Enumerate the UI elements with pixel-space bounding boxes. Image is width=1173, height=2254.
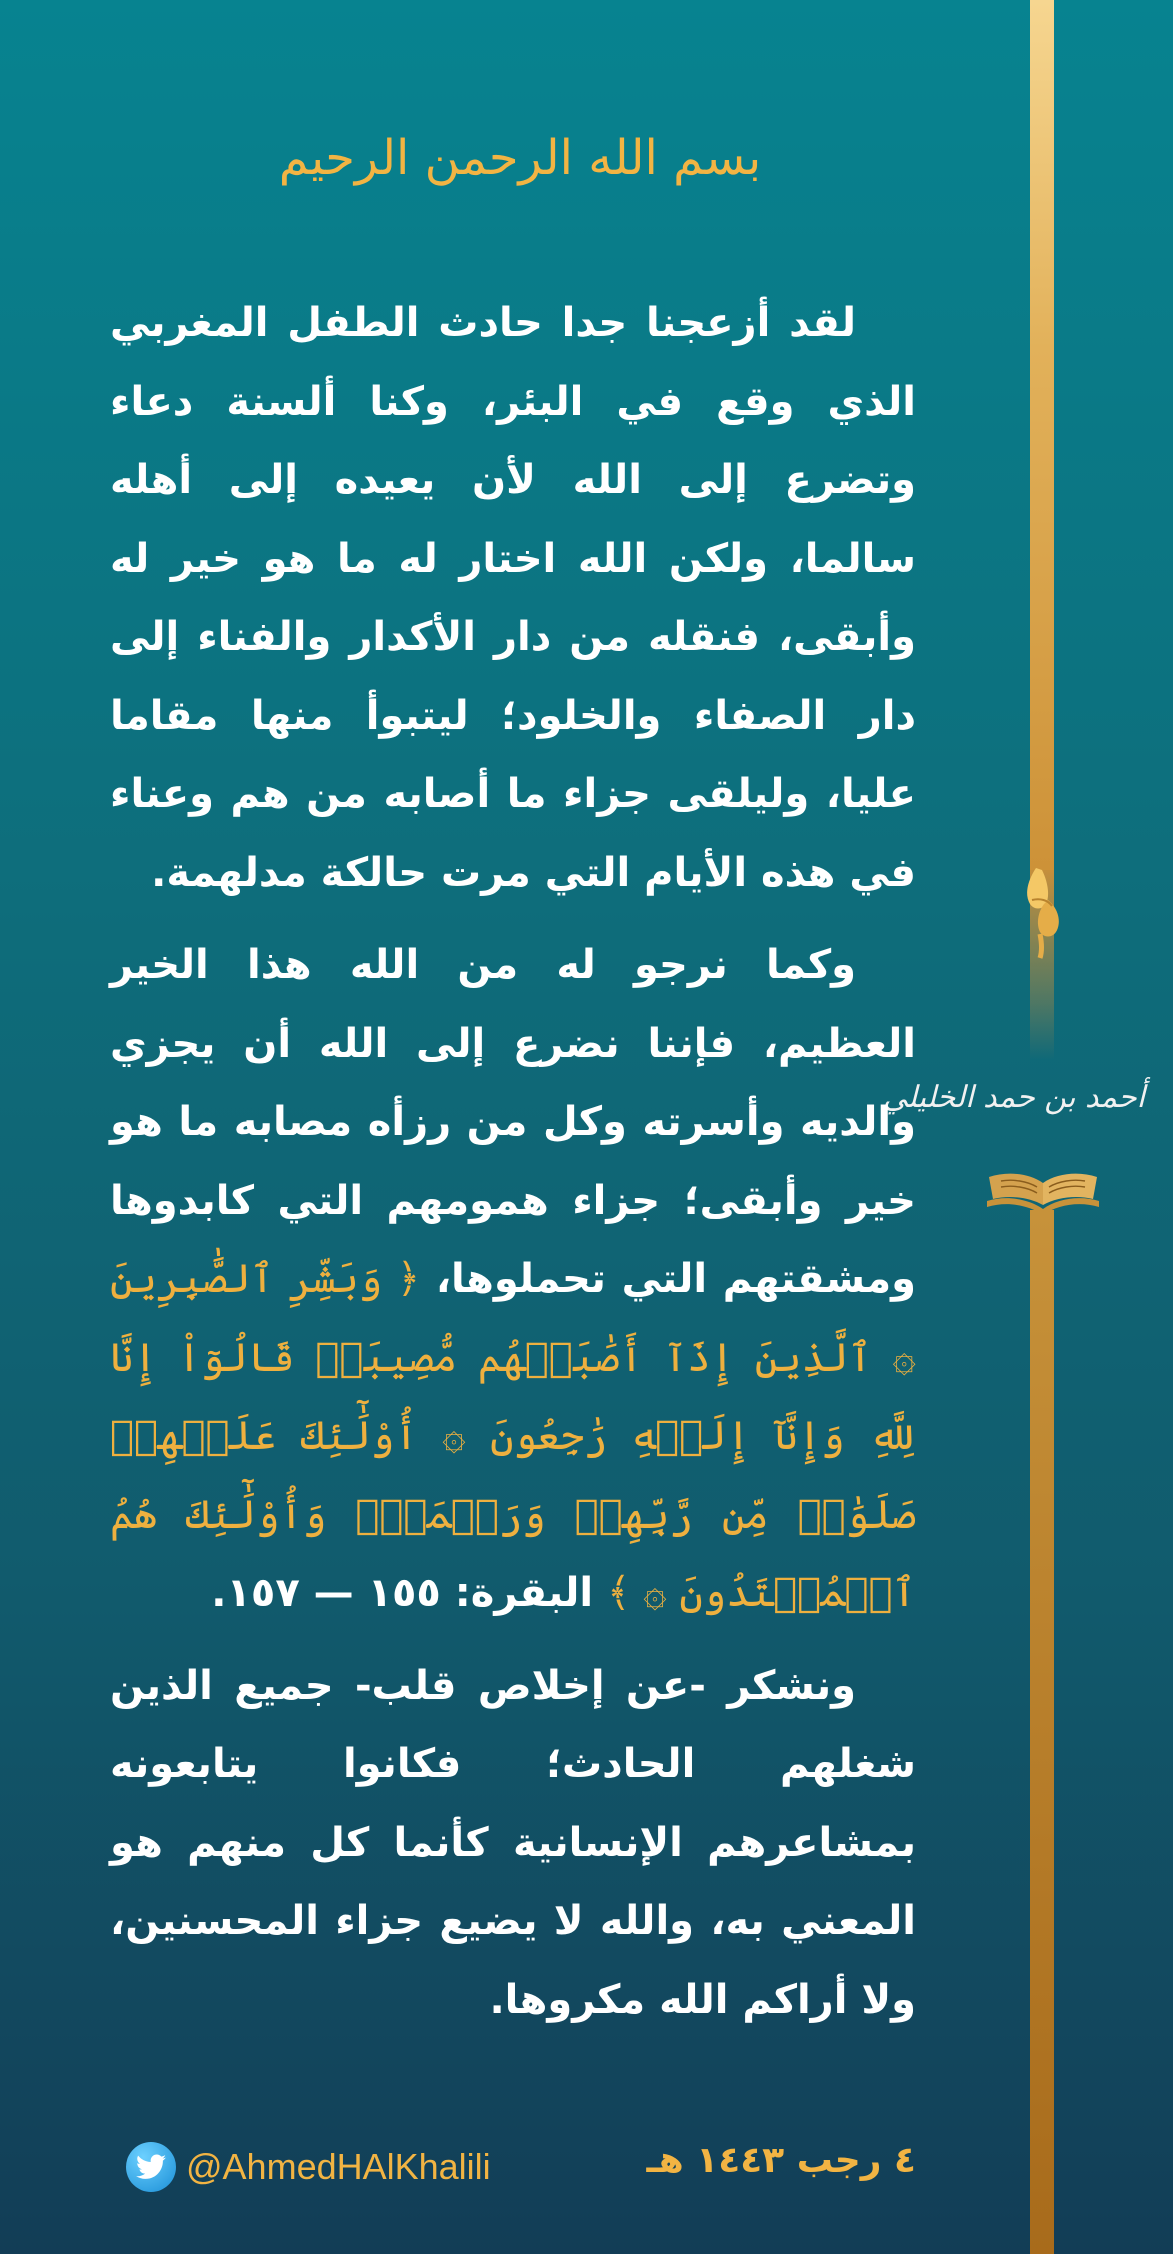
twitter-bird-icon — [126, 2142, 176, 2192]
paragraph-2-intro: وكما نرجو له من الله هذا الخير العظيم، فإننا نضرع إلى الله أن يجزي والديه وأسرته وكل من رزأه مصابه ما هو خير وأبقى؛ جزاء همومهم التي كابدوها ومشقتهم التي تحملوها، — [110, 942, 916, 1302]
message-body — [110, 284, 916, 2039]
vertical-bar-bottom — [1030, 1210, 1054, 2254]
verse-reference: البقرة: ١٥٥ — ١٥٧. — [211, 1570, 608, 1616]
paragraph-2 — [110, 926, 916, 1633]
quran-verse: ﴿ وَبَشِّرِ ٱلصَّٰبِرِينَ ۞ ٱلَّذِينَ إِذَآ أَصَٰبَتۡهُم مُّصِيبَةٞ قَالُوٓاْ إِنَّا لِلَّهِ وَإِنَّآ إِلَيۡهِ رَٰجِعُونَ ۞ أُوْلَٰٓئِكَ عَلَيۡهِمۡ صَلَوَٰتٞ مِّن رَّبِّهِمۡ وَرَحۡمَةٞۖ وَأُوْلَٰٓئِكَ هُمُ ٱلۡمُهۡتَدُونَ ۞ ﴾ — [110, 1256, 916, 1616]
hands-icon — [1018, 860, 1066, 960]
paragraph-3: ونشكر -عن إخلاص قلب- جميع الذين شغلهم الحادث؛ فكانوا يتابعونه بمشاعرهم الإنسانية كأنما كل منهم هو المعني به، والله لا يضيع جزاء المحسنين، ولا أراكم الله مكروها. — [110, 1662, 916, 2023]
open-book-icon — [985, 1165, 1101, 1215]
vertical-bar-top — [1030, 0, 1054, 870]
signature: أحمد بن حمد الخليلي — [882, 1080, 1145, 1115]
basmala-heading: بسم الله الرحمن الرحيم — [278, 130, 762, 186]
twitter-handle[interactable]: @AhmedHAlKhalili — [186, 2146, 491, 2187]
twitter-link[interactable] — [126, 2142, 491, 2192]
paragraph-1: لقد أزعجنا جدا حادث الطفل المغربي الذي وقع في البئر، وكنا ألسنة دعاء وتضرع إلى الله لأن يعيده إلى أهله سالما، ولكن الله اختار له ما هو خير له وأبقى، فنقله من دار الأكدار والفناء إلى دار الصفاء والخلود؛ ليتبوأ منها مقاما عليا، وليلقى جزاء ما أصابه من هم وعناء في هذه الأيام التي مرت حالكة مدلهمة. — [110, 300, 916, 896]
hijri-date: ٤ رجب ١٤٤٣ هـ — [646, 2140, 916, 2181]
